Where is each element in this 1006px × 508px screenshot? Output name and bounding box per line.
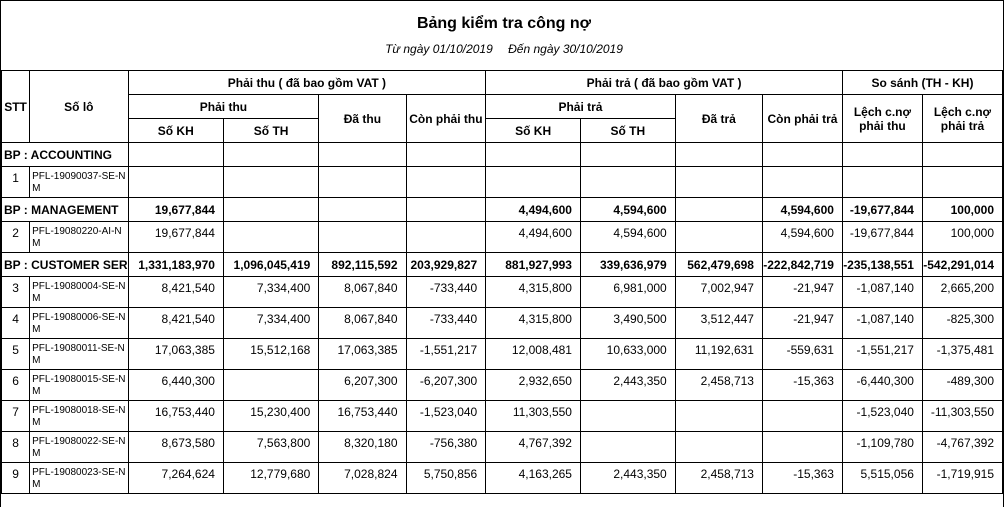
- cell-value: 12,779,680: [223, 463, 318, 494]
- cell-value: [486, 143, 581, 167]
- cell-value: 15,230,400: [223, 401, 318, 432]
- row-stt: 7: [2, 401, 30, 432]
- cell-value: [580, 167, 675, 198]
- cell-value: [319, 222, 406, 253]
- cell-value: 17,063,385: [128, 339, 223, 370]
- row-lot-number: PFL-19080004-SE-NM: [30, 277, 128, 308]
- cell-value: -1,719,915: [922, 463, 1002, 494]
- cell-value: -1,551,217: [842, 339, 922, 370]
- cell-value: 4,594,600: [580, 198, 675, 222]
- cell-value: -825,300: [922, 308, 1002, 339]
- cell-value: [486, 167, 581, 198]
- row-lot-number: PFL-19080022-SE-NM: [30, 432, 128, 463]
- group-row: [2, 143, 1003, 167]
- header-receivable-group: Phải thu ( đã bao gồm VAT ): [128, 71, 486, 95]
- cell-value: 11,192,631: [675, 339, 762, 370]
- cell-value: 4,767,392: [486, 432, 581, 463]
- cell-value: 8,320,180: [319, 432, 406, 463]
- cell-value: [675, 222, 762, 253]
- cell-value: 7,002,947: [675, 277, 762, 308]
- cell-value: 4,594,600: [762, 222, 842, 253]
- cell-value: 2,665,200: [922, 277, 1002, 308]
- cell-value: 100,000: [922, 198, 1002, 222]
- cell-value: [128, 143, 223, 167]
- row-stt: 9: [2, 463, 30, 494]
- cell-value: 2,932,650: [486, 370, 581, 401]
- cell-value: -11,303,550: [922, 401, 1002, 432]
- table-row: [2, 222, 1003, 253]
- cell-value: 203,929,827: [406, 253, 486, 277]
- group-name: BP : MANAGEMENT: [2, 198, 129, 222]
- cell-value: 7,028,824: [319, 463, 406, 494]
- table-row: [2, 432, 1003, 463]
- cell-value: -15,363: [762, 463, 842, 494]
- cell-value: -15,363: [762, 370, 842, 401]
- row-stt: 1: [2, 167, 30, 198]
- header-diff-payable: Lệch c.nợ phải trả: [922, 95, 1002, 143]
- header-plan-payable: Số KH: [486, 119, 581, 143]
- cell-value: [762, 143, 842, 167]
- table-row: [2, 167, 1003, 198]
- cell-value: -1,523,040: [406, 401, 486, 432]
- cell-value: [223, 222, 318, 253]
- cell-value: 6,440,300: [128, 370, 223, 401]
- cell-value: 1,331,183,970: [128, 253, 223, 277]
- cell-value: [762, 401, 842, 432]
- cell-value: 7,334,400: [223, 277, 318, 308]
- cell-value: 12,008,481: [486, 339, 581, 370]
- cell-value: -489,300: [922, 370, 1002, 401]
- cell-value: -6,207,300: [406, 370, 486, 401]
- cell-value: 4,315,800: [486, 277, 581, 308]
- group-name: BP : CUSTOMER SER: [2, 253, 129, 277]
- header-receivable: Phải thu: [128, 95, 319, 119]
- row-lot-number: PFL-19080011-SE-NM: [30, 339, 128, 370]
- group-row: [2, 198, 1003, 222]
- row-stt: 6: [2, 370, 30, 401]
- cell-value: [922, 167, 1002, 198]
- cell-value: -542,291,014: [922, 253, 1002, 277]
- cell-value: -1,087,140: [842, 277, 922, 308]
- header-received: Đã thu: [319, 95, 406, 143]
- header-remaining-receivable: Còn phải thu: [406, 95, 486, 143]
- cell-value: 2,458,713: [675, 370, 762, 401]
- cell-value: [675, 143, 762, 167]
- cell-value: 8,673,580: [128, 432, 223, 463]
- header-lot: Số lô: [30, 71, 128, 143]
- cell-value: 7,563,800: [223, 432, 318, 463]
- cell-value: 8,067,840: [319, 277, 406, 308]
- group-name: BP : ACCOUNTING: [2, 143, 129, 167]
- cell-value: [223, 370, 318, 401]
- cell-value: [223, 143, 318, 167]
- cell-value: 7,334,400: [223, 308, 318, 339]
- cell-value: 5,515,056: [842, 463, 922, 494]
- cell-value: 16,753,440: [319, 401, 406, 432]
- cell-value: [675, 167, 762, 198]
- cell-value: 2,458,713: [675, 463, 762, 494]
- cell-value: -1,551,217: [406, 339, 486, 370]
- row-stt: 3: [2, 277, 30, 308]
- cell-value: 2,443,350: [580, 463, 675, 494]
- header-paid: Đã trả: [675, 95, 762, 143]
- cell-value: -21,947: [762, 277, 842, 308]
- cell-value: -6,440,300: [842, 370, 922, 401]
- cell-value: [580, 432, 675, 463]
- cell-value: -1,523,040: [842, 401, 922, 432]
- header-compare-group: So sánh (TH - KH): [842, 71, 1002, 95]
- cell-value: -19,677,844: [842, 198, 922, 222]
- cell-value: [319, 143, 406, 167]
- row-lot-number: PFL-19080220-AI-NM: [30, 222, 128, 253]
- cell-value: [406, 198, 486, 222]
- group-row: [2, 253, 1003, 277]
- table-row: [2, 339, 1003, 370]
- cell-value: 892,115,592: [319, 253, 406, 277]
- cell-value: 881,927,993: [486, 253, 581, 277]
- cell-value: 11,303,550: [486, 401, 581, 432]
- cell-value: [762, 432, 842, 463]
- cell-value: 3,512,447: [675, 308, 762, 339]
- cell-value: 8,421,540: [128, 277, 223, 308]
- header-actual-receivable: Số TH: [223, 119, 318, 143]
- cell-value: 4,494,600: [486, 222, 581, 253]
- header-diff-receivable: Lệch c.nợ phải thu: [842, 95, 922, 143]
- cell-value: -222,842,719: [762, 253, 842, 277]
- cell-value: -559,631: [762, 339, 842, 370]
- to-date-label: Đến ngày 30/10/2019: [508, 42, 623, 56]
- cell-value: 6,981,000: [580, 277, 675, 308]
- cell-value: [580, 401, 675, 432]
- cell-value: [406, 167, 486, 198]
- cell-value: 4,594,600: [762, 198, 842, 222]
- header-actual-payable: Số TH: [580, 119, 675, 143]
- cell-value: 16,753,440: [128, 401, 223, 432]
- header-payable: Phải trả: [486, 95, 676, 119]
- cell-value: 17,063,385: [319, 339, 406, 370]
- cell-value: 10,633,000: [580, 339, 675, 370]
- cell-value: [842, 167, 922, 198]
- cell-value: 339,636,979: [580, 253, 675, 277]
- debt-check-table: [1, 70, 1003, 494]
- cell-value: 8,421,540: [128, 308, 223, 339]
- row-lot-number: PFL-19080015-SE-NM: [30, 370, 128, 401]
- cell-value: 2,443,350: [580, 370, 675, 401]
- table-row: [2, 308, 1003, 339]
- cell-value: -21,947: [762, 308, 842, 339]
- cell-value: -1,109,780: [842, 432, 922, 463]
- cell-value: 4,163,265: [486, 463, 581, 494]
- cell-value: 100,000: [922, 222, 1002, 253]
- cell-value: 4,315,800: [486, 308, 581, 339]
- cell-value: [128, 167, 223, 198]
- header-stt: STT: [2, 71, 30, 143]
- cell-value: -733,440: [406, 277, 486, 308]
- row-stt: 2: [2, 222, 30, 253]
- table-row: [2, 463, 1003, 494]
- table-row: [2, 401, 1003, 432]
- cell-value: [406, 222, 486, 253]
- table-row: [2, 277, 1003, 308]
- cell-value: 4,494,600: [486, 198, 581, 222]
- cell-value: [675, 198, 762, 222]
- cell-value: 6,207,300: [319, 370, 406, 401]
- header-plan-receivable: Số KH: [128, 119, 223, 143]
- cell-value: [675, 401, 762, 432]
- cell-value: 15,512,168: [223, 339, 318, 370]
- cell-value: [406, 143, 486, 167]
- cell-value: -19,677,844: [842, 222, 922, 253]
- header-remaining-payable: Còn phải trả: [762, 95, 842, 143]
- cell-value: -733,440: [406, 308, 486, 339]
- cell-value: [223, 167, 318, 198]
- table-row: [2, 370, 1003, 401]
- cell-value: [675, 432, 762, 463]
- cell-value: [842, 143, 922, 167]
- cell-value: [762, 167, 842, 198]
- row-lot-number: PFL-19080023-SE-NM: [30, 463, 128, 494]
- row-stt: 8: [2, 432, 30, 463]
- cell-value: -4,767,392: [922, 432, 1002, 463]
- cell-value: [580, 143, 675, 167]
- row-stt: 5: [2, 339, 30, 370]
- report-title: Bảng kiểm tra công nợ: [416, 15, 592, 32]
- cell-value: 562,479,698: [675, 253, 762, 277]
- cell-value: 5,750,856: [406, 463, 486, 494]
- cell-value: 7,264,624: [128, 463, 223, 494]
- row-lot-number: PFL-19090037-SE-NM: [30, 167, 128, 198]
- cell-value: -756,380: [406, 432, 486, 463]
- cell-value: 8,067,840: [319, 308, 406, 339]
- row-lot-number: PFL-19080018-SE-NM: [30, 401, 128, 432]
- report-date-range: [1, 42, 1004, 56]
- row-stt: 4: [2, 308, 30, 339]
- cell-value: [223, 198, 318, 222]
- cell-value: 3,490,500: [580, 308, 675, 339]
- cell-value: 4,594,600: [580, 222, 675, 253]
- cell-value: -235,138,551: [842, 253, 922, 277]
- cell-value: 1,096,045,419: [223, 253, 318, 277]
- cell-value: 19,677,844: [128, 222, 223, 253]
- table-body: [2, 143, 1003, 494]
- cell-value: -1,375,481: [922, 339, 1002, 370]
- cell-value: -1,087,140: [842, 308, 922, 339]
- header-payable-group: Phải trả ( đã bao gồm VAT ): [486, 71, 843, 95]
- from-date-label: Từ ngày 01/10/2019: [385, 42, 493, 56]
- cell-value: [319, 167, 406, 198]
- row-lot-number: PFL-19080006-SE-NM: [30, 308, 128, 339]
- cell-value: [319, 198, 406, 222]
- cell-value: [922, 143, 1002, 167]
- cell-value: 19,677,844: [128, 198, 223, 222]
